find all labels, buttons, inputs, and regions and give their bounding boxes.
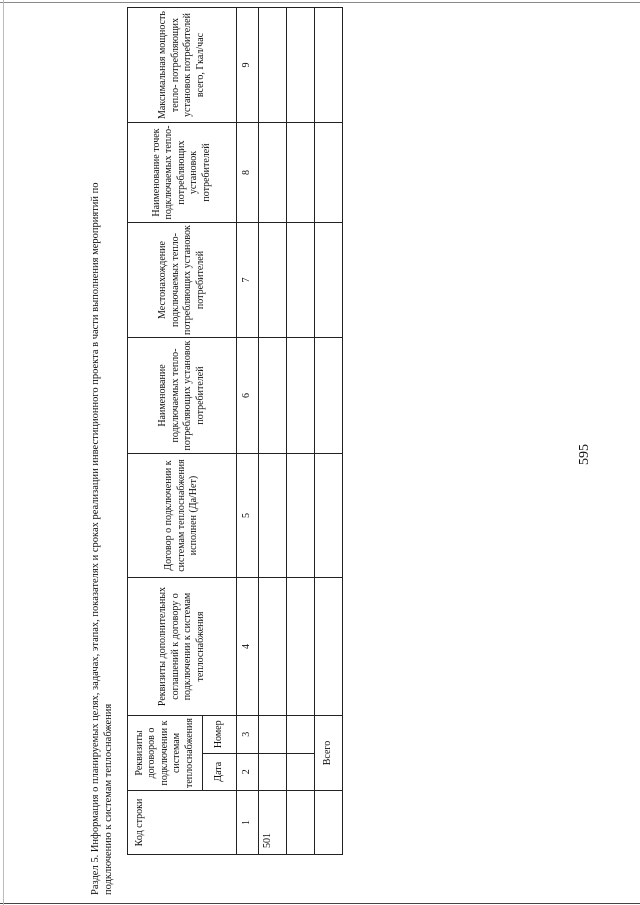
table-cell xyxy=(315,454,343,578)
table-cell xyxy=(287,753,315,790)
table-row-total xyxy=(315,8,343,855)
table-cell xyxy=(259,338,287,454)
section-heading xyxy=(89,5,115,895)
table-row xyxy=(259,8,287,855)
column-number-cell: 4 xyxy=(237,578,259,716)
total-label: Всего xyxy=(315,716,343,791)
table-cell xyxy=(259,454,287,578)
table-cell xyxy=(259,578,287,716)
table-cell xyxy=(315,223,343,338)
column-number-cell: 9 xyxy=(237,8,259,123)
heading-line-2: подключению к системам теплоснабжения xyxy=(103,703,114,895)
table-cell xyxy=(315,8,343,123)
table-cell xyxy=(287,223,315,338)
table-cell xyxy=(315,578,343,716)
row-code: 501 xyxy=(259,791,287,855)
header-number: Номер xyxy=(203,716,237,754)
table-cell xyxy=(287,716,315,754)
header-max-power: Максимальная мощность тепло- потребляющих установок потребителей всего, Гкал/час xyxy=(128,8,237,123)
row-code xyxy=(315,791,343,855)
table-cell xyxy=(287,454,315,578)
header-date: Дата xyxy=(203,753,237,790)
row-code xyxy=(287,791,315,855)
header-supplementary: Реквизиты дополнительных соглашений к договору о подключении к системам теплоснабжения xyxy=(128,578,237,716)
column-number-cell: 7 xyxy=(237,223,259,338)
table-cell xyxy=(287,338,315,454)
table-cell xyxy=(287,123,315,223)
table-cell xyxy=(315,123,343,223)
header-connection-points: Наименование точек подключаемых тепло- потребляющих установок потребителей xyxy=(128,123,237,223)
header-contract-group: Реквизиты договоров о подключении к системам теплоснабжения xyxy=(128,716,203,791)
table-cell xyxy=(287,578,315,716)
column-number-cell: 2 xyxy=(237,753,259,790)
column-number-cell: 8 xyxy=(237,123,259,223)
column-number-cell: 6 xyxy=(237,338,259,454)
column-number-cell: 5 xyxy=(237,454,259,578)
table-cell xyxy=(287,8,315,123)
column-number-cell: 3 xyxy=(237,716,259,754)
heading-line-1: Раздел 5. Информация о планируемых целях, задачах, этапах, показателях и сроках реализации инвестиционного проекта в части выполнения мероприятий по xyxy=(90,182,101,895)
connection-table xyxy=(127,7,343,855)
header-consumer-location: Местонахождение подключаемых тепло- потребляющих установок потребителей xyxy=(128,223,237,338)
table-cell xyxy=(259,753,287,790)
column-number-cell: 1 xyxy=(237,791,259,855)
table-cell xyxy=(259,123,287,223)
table-cell xyxy=(259,8,287,123)
header-consumer-name: Наименование подключаемых тепло- потребляющих установок потребителей xyxy=(128,338,237,454)
header-fulfilled: Договор о подключении к системам теплоснабжения исполнен (Да/Нет) xyxy=(128,454,237,578)
table-row xyxy=(287,8,315,855)
header-code: Код строки xyxy=(128,791,237,855)
table-cell xyxy=(315,338,343,454)
table-cell xyxy=(259,716,287,754)
table-cell xyxy=(259,223,287,338)
page-number: 595 xyxy=(577,444,592,465)
